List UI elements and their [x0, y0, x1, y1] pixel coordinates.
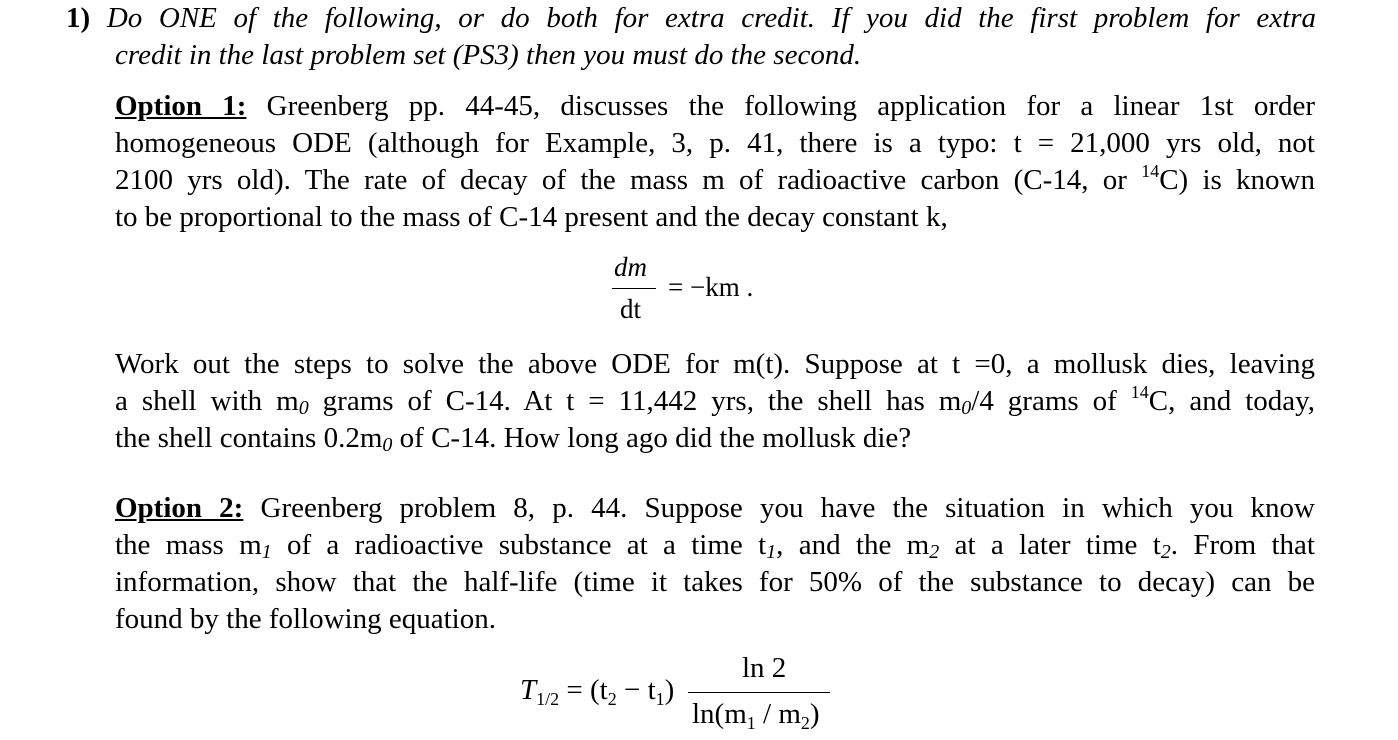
work-line-2-c: /4 grams of — [971, 385, 1131, 417]
heading-line-2: credit in the last problem set (PS3) then you must do the second. — [115, 39, 862, 71]
option-2-paragraph — [115, 490, 1315, 638]
eq2-lhs-rest: = (t — [559, 674, 608, 706]
eq1-denominator: dt — [620, 294, 642, 324]
heading-line-1 — [66, 0, 1316, 37]
eq2-den-a: ln(m — [692, 698, 747, 730]
decay-equation — [612, 252, 772, 332]
option-2-line-3: information, show that the half-life (time it takes for 50% of the substance to decay) can be — [115, 566, 1315, 598]
option-2-line-2-b: of a radioactive substance at a time t — [271, 529, 767, 561]
option-1-line-3-a: 2100 yrs old). The rate of decay of the mass m of radioactive carbon (C-14, or — [115, 164, 1142, 196]
option-2-label: Option 2: — [115, 492, 244, 524]
option-1-label: Option 1: — [115, 90, 247, 122]
subscript-0: 0 — [298, 397, 309, 419]
option-1-line-1 — [115, 88, 1315, 125]
eq1-fraction-bar — [612, 288, 656, 289]
eq2-lhs-mid: − t — [616, 674, 656, 706]
work-line-2-d: C, and today, — [1148, 385, 1315, 417]
option-2-line-2 — [115, 527, 1315, 564]
option-1-line-4: to be proportional to the mass of C-14 present and the decay constant k, — [115, 201, 948, 233]
eq2-den-mid: / m — [755, 698, 801, 730]
option-2-line-2-e: . From that — [1170, 529, 1315, 561]
work-line-2-a: a shell with m — [115, 385, 299, 417]
eq2-sub-1: 1 — [655, 689, 665, 709]
option-1-work-paragraph — [115, 346, 1315, 457]
option-2-line-1 — [115, 490, 1315, 527]
option-2-line-1-text: Greenberg problem 8, p. 44. Suppose you have the situation in which you know — [243, 492, 1315, 524]
option-1-line-2: homogeneous ODE (although for Example, 3, p. 41, there is a typo: t = 21,000 yrs old, not — [115, 127, 1315, 159]
work-line-3 — [115, 420, 1315, 457]
eq1-rhs: = −km . — [668, 272, 754, 302]
option-1-line-3 — [115, 162, 1315, 199]
subscript-2-b: 2 — [1160, 541, 1171, 563]
problem-heading — [66, 0, 1316, 74]
option-2-line-2-d: at a later time t — [939, 529, 1161, 561]
eq2-fraction-bar — [688, 692, 830, 693]
work-line-3-b: of C-14. How long ago did the mollusk die? — [392, 422, 912, 454]
option-1-paragraph — [115, 88, 1315, 236]
subscript-1: 1 — [261, 541, 272, 563]
superscript-14: 14 — [1141, 161, 1160, 181]
eq2-den-close: ) — [809, 698, 820, 730]
work-line-1: Work out the steps to solve the above ODE for m(t). Suppose at t =0, a mollusk dies, leaving — [115, 348, 1315, 380]
subscript-0-c: 0 — [382, 434, 393, 456]
subscript-1-b: 1 — [766, 541, 777, 563]
superscript-14-b: 14 — [1130, 382, 1149, 402]
eq1-numerator: dm — [614, 252, 647, 282]
eq2-lhs-close: ) — [664, 674, 675, 706]
eq2-T: T — [520, 674, 537, 706]
heading-text-1: Do ONE of the following, or do both for extra credit. If you did the first problem for extra — [106, 2, 1316, 34]
work-line-2-b: grams of C-14. At t = 11,442 yrs, the shell has m — [308, 385, 962, 417]
work-line-2 — [115, 383, 1315, 420]
option-1-line-1-text: Greenberg pp. 44-45, discusses the following application for a linear 1st order — [246, 90, 1315, 122]
eq2-den-sub-2: 2 — [800, 713, 810, 733]
subscript-2: 2 — [929, 541, 940, 563]
eq2-sub-2: 2 — [607, 689, 617, 709]
eq2-numerator: ln 2 — [742, 652, 787, 684]
half-life-equation — [520, 650, 840, 740]
eq2-T-sub: 1/2 — [536, 689, 560, 709]
option-1-line-3-b: C) is known — [1159, 164, 1315, 196]
work-line-3-a: the shell contains 0.2m — [115, 422, 383, 454]
option-2-line-2-c: , and the m — [776, 529, 930, 561]
option-2-line-2-a: the mass m — [115, 529, 262, 561]
eq2-den-sub-1: 1 — [746, 713, 756, 733]
eq2-denominator — [692, 698, 820, 734]
subscript-0-b: 0 — [961, 397, 972, 419]
eq2-lhs — [520, 674, 674, 710]
option-2-line-4: found by the following equation. — [115, 603, 496, 635]
problem-number: 1) — [66, 2, 91, 34]
